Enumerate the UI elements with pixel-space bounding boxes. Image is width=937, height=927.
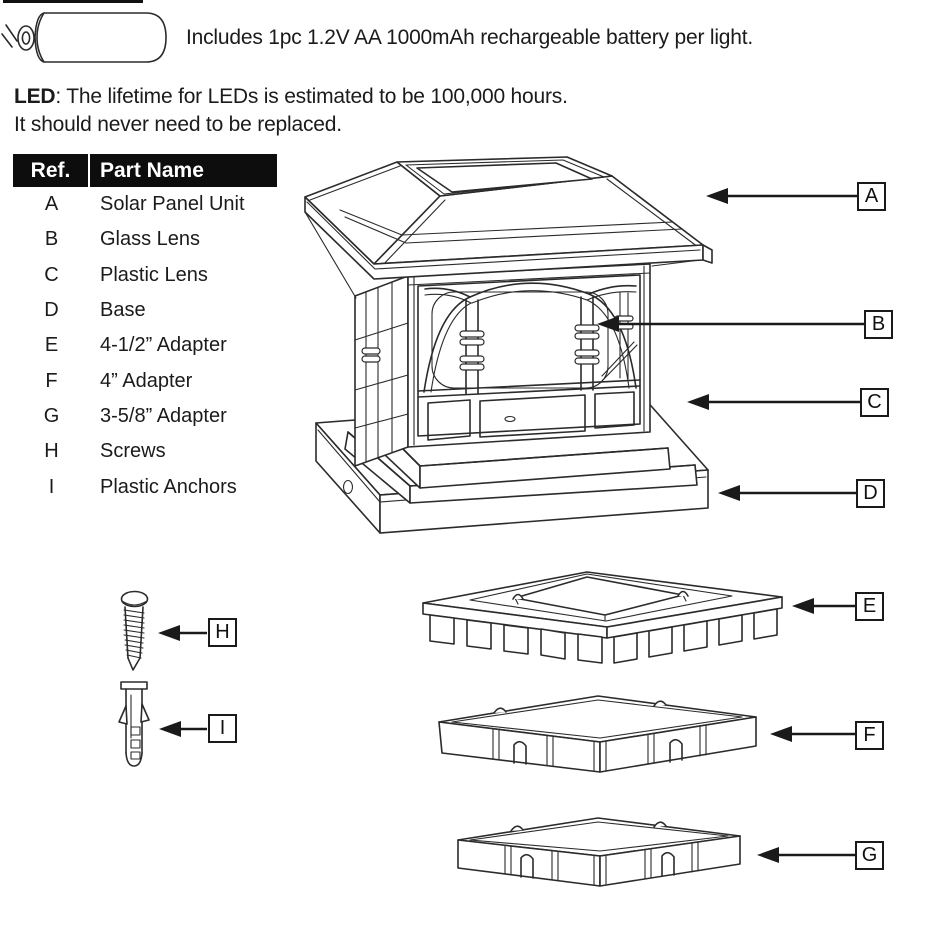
callout-arrow-d [718,485,856,501]
row-name: Plastic Lens [100,263,208,286]
table-row [13,222,277,257]
row-ref: F [45,369,58,392]
row-ref: A [44,193,59,216]
callout-c: C [860,388,889,417]
row-name: Glass Lens [100,228,201,251]
callout-arrow-f [770,726,855,742]
callout-arrow-a [706,188,857,204]
screw-drawing [122,592,148,671]
callout-arrow-b [597,316,864,332]
table-row [13,187,277,222]
callout-arrow-i [159,721,207,737]
callout-e: E [855,592,884,621]
table-row [13,328,277,363]
row-name: Solar Panel Unit [100,193,245,216]
header-ref: Ref. [13,154,90,187]
table-row [13,399,277,434]
table-row [13,434,277,469]
callout-h: H [208,618,237,647]
callout-f: F [855,721,884,750]
header-part-name: Part Name [100,158,204,182]
callout-b: B [864,310,893,339]
table-row [13,293,277,328]
callout-d: D [856,479,885,508]
adapter-3-5-8-drawing [458,818,740,886]
row-ref: B [44,228,59,251]
row-ref: G [43,404,60,427]
adapter-4-drawing [439,696,756,772]
callout-a: A [857,182,886,211]
row-name: 4” Adapter [100,369,193,392]
table-row [13,258,277,293]
row-ref: I [48,475,55,498]
battery-icon [0,0,185,80]
row-ref: C [44,263,59,286]
table-row [13,363,277,398]
plastic-anchor-drawing [119,682,149,766]
row-name: 3-5/8” Adapter [100,404,227,427]
led-note-line1: : The lifetime for LEDs is estimated to be 100,000 hours. [55,85,568,108]
callout-g: G [855,841,884,870]
row-name: Base [100,299,146,322]
row-name: Screws [100,440,166,463]
callout-arrow-h [158,625,207,641]
callout-i: I [208,714,237,743]
row-name: Plastic Anchors [100,475,237,498]
parts-table [13,154,277,505]
row-name: 4-1/2” Adapter [100,334,227,357]
callout-arrow-c [687,394,860,410]
row-ref: E [44,334,59,357]
callout-arrow-g [757,847,855,863]
led-note-text [14,83,568,139]
post-cap-light-drawing [305,157,712,533]
callout-arrow-e [792,598,855,614]
led-note-bold: LED [14,85,56,108]
parts-table-header [13,154,277,187]
battery-note-text: Includes 1pc 1.2V AA 1000mAh rechargeable battery per light. [186,26,754,49]
row-ref: D [44,299,59,322]
led-note-line2: It should never need to be replaced. [14,113,342,136]
row-ref: H [44,440,59,463]
table-row [13,469,277,504]
adapter-4-1-2-drawing [423,572,782,663]
